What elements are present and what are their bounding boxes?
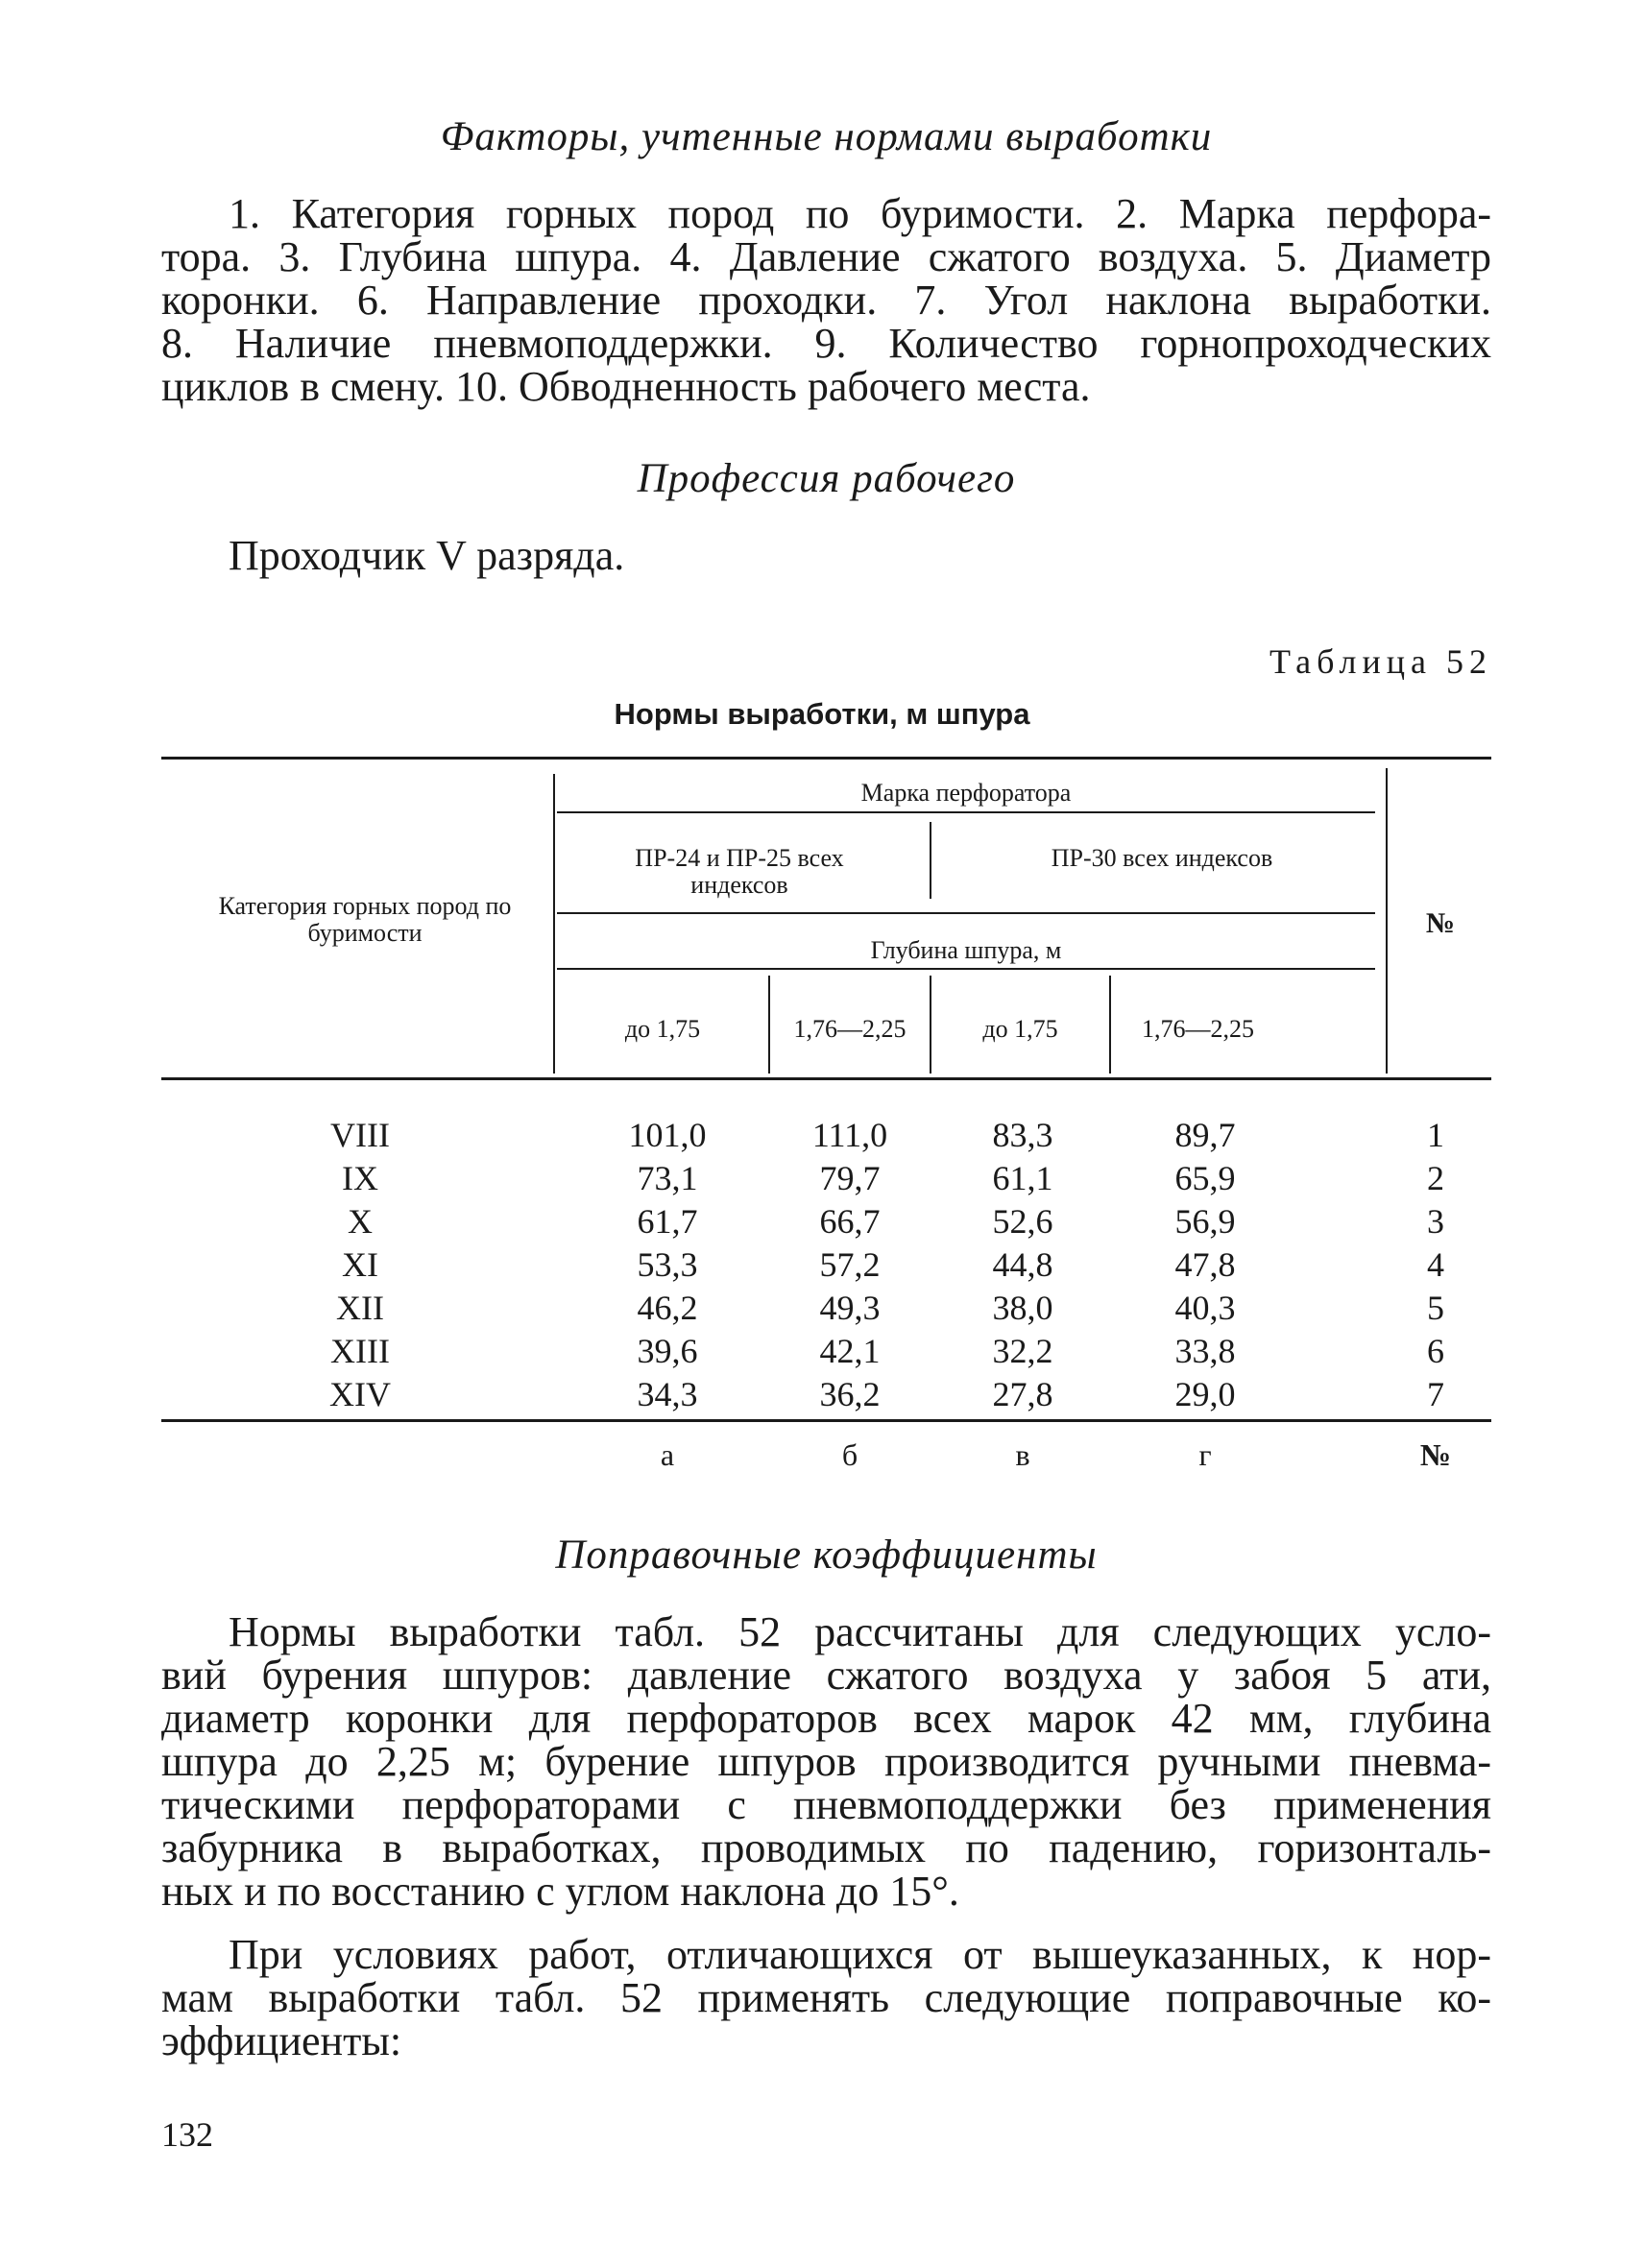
profession-heading: Профессия рабочего bbox=[637, 456, 1016, 501]
table-cell: XIII bbox=[330, 1332, 390, 1370]
table-cell: 61,1 bbox=[992, 1159, 1053, 1197]
table-cell: X bbox=[348, 1202, 373, 1241]
page-number: 132 bbox=[161, 2115, 213, 2154]
paragraph-line: 8. Наличие пневмоподдержки. 9. Количество горнопроходческих bbox=[161, 320, 1491, 367]
table-cell: 34,3 bbox=[637, 1375, 698, 1413]
paragraph-line: мам выработки табл. 52 применять следующие поправочные ко- bbox=[161, 1974, 1491, 2021]
factors-paragraph bbox=[161, 192, 1491, 408]
header-sub: до 1,75 bbox=[624, 1015, 701, 1043]
profession-value: Проходчик V разряда. bbox=[229, 532, 625, 579]
table-cell: 36,2 bbox=[819, 1375, 881, 1413]
column-num bbox=[1392, 1114, 1479, 1416]
table-cell: 56,9 bbox=[1174, 1202, 1236, 1241]
paragraph-line: тическими перфораторами с пневмоподдержки без применения bbox=[161, 1781, 1491, 1828]
header-divider bbox=[553, 774, 555, 1074]
table-cell: 3 bbox=[1427, 1202, 1444, 1241]
coefficients-paragraph-1 bbox=[161, 1610, 1491, 1913]
table-cell: XII bbox=[336, 1289, 384, 1327]
table-cell: 4 bbox=[1427, 1245, 1444, 1284]
header-category: Категория горных пород по буримости bbox=[218, 892, 512, 947]
header-divider bbox=[1109, 976, 1111, 1074]
header-group-pr24: ПР-24 и ПР-25 всех индексов bbox=[635, 844, 844, 899]
paragraph-line: забурника в выработках, проводимых по падению, горизонталь- bbox=[161, 1824, 1491, 1871]
table-cell: 61,7 bbox=[637, 1202, 698, 1241]
paragraph-line: ных и по восстанию с углом наклона до 15°. bbox=[161, 1868, 959, 1915]
header-group-pr30: ПР-30 всех индексов bbox=[1051, 844, 1273, 872]
table-bottom-rule bbox=[161, 1419, 1491, 1422]
coefficients-paragraph-2 bbox=[161, 1933, 1491, 2063]
header-divider bbox=[930, 976, 931, 1074]
footer-letter: б bbox=[841, 1437, 858, 1472]
table-label: Таблица 52 bbox=[1269, 642, 1492, 681]
table-cell: 40,3 bbox=[1174, 1289, 1236, 1327]
header-brand: Марка перфоратора bbox=[860, 779, 1072, 807]
table-cell: 89,7 bbox=[1174, 1116, 1236, 1154]
header-divider bbox=[557, 811, 1375, 813]
table-cell: XI bbox=[342, 1245, 378, 1284]
table-title: Нормы выработки, м шпура bbox=[614, 697, 1030, 731]
paragraph-line: 1. Категория горных пород по буримости. 2. Марка перфора- bbox=[229, 190, 1491, 237]
table-cell: IX bbox=[342, 1159, 378, 1197]
table-cell: 2 bbox=[1427, 1159, 1444, 1197]
table-cell: 6 bbox=[1427, 1332, 1444, 1370]
paragraph-line: вий бурения шпуров: давление сжатого воздуха у забоя 5 ати, bbox=[161, 1652, 1491, 1699]
table-cell: 101,0 bbox=[628, 1116, 707, 1154]
paragraph-line: эффициенты: bbox=[161, 2017, 402, 2064]
header-sub: 1,76—2,25 bbox=[1142, 1015, 1254, 1043]
table-cell: 38,0 bbox=[992, 1289, 1053, 1327]
column-a bbox=[595, 1114, 739, 1416]
table-cell: 27,8 bbox=[992, 1375, 1053, 1413]
factors-heading: Факторы, учтенные нормами выработки bbox=[440, 114, 1213, 159]
footer-letter: а bbox=[660, 1437, 675, 1472]
paragraph-line: диаметр коронки для перфораторов всех марок 42 мм, глубина bbox=[161, 1695, 1491, 1742]
table-cell: XIV bbox=[329, 1375, 391, 1413]
paragraph-line: шпура до 2,25 м; бурение шпуров производится ручными пневма- bbox=[161, 1738, 1491, 1785]
paragraph-line: тора. 3. Глубина шпура. 4. Давление сжатого воздуха. 5. Диаметр bbox=[161, 233, 1491, 280]
table-cell: 32,2 bbox=[992, 1332, 1053, 1370]
table-cell: 52,6 bbox=[992, 1202, 1053, 1241]
footer-letter: в bbox=[1015, 1437, 1030, 1472]
table-cell: 1 bbox=[1427, 1116, 1444, 1154]
header-divider bbox=[1386, 768, 1388, 1074]
paragraph-line: циклов в смену. 10. Обводненность рабочего места. bbox=[161, 363, 1091, 410]
table-cell: 39,6 bbox=[637, 1332, 698, 1370]
table-cell: 57,2 bbox=[819, 1245, 881, 1284]
table-cell: VIII bbox=[330, 1116, 390, 1154]
table-cell: 111,0 bbox=[811, 1116, 888, 1154]
table-cell: 46,2 bbox=[637, 1289, 698, 1327]
table-cell: 53,3 bbox=[637, 1245, 698, 1284]
paragraph-line: При условиях работ, отличающихся от вышеуказанных, к нор- bbox=[229, 1931, 1491, 1978]
column-category bbox=[288, 1114, 432, 1416]
table-cell: 65,9 bbox=[1174, 1159, 1236, 1197]
column-v bbox=[951, 1114, 1095, 1416]
column-g bbox=[1133, 1114, 1277, 1416]
profession-text bbox=[161, 534, 1491, 577]
paragraph-line: Нормы выработки табл. 52 рассчитаны для следующих усло- bbox=[229, 1608, 1491, 1655]
header-divider bbox=[557, 968, 1375, 970]
table-cell: 42,1 bbox=[819, 1332, 881, 1370]
header-divider bbox=[557, 912, 1375, 914]
table-cell: 66,7 bbox=[819, 1202, 881, 1241]
header-sub: 1,76—2,25 bbox=[793, 1015, 907, 1043]
footer-num: № bbox=[1419, 1437, 1452, 1472]
table-cell: 5 bbox=[1427, 1289, 1444, 1327]
column-b bbox=[778, 1114, 922, 1416]
paragraph-line: коронки. 6. Направление проходки. 7. Угол наклона выработки. bbox=[161, 277, 1491, 324]
header-divider bbox=[768, 976, 770, 1074]
table-cell: 79,7 bbox=[819, 1159, 881, 1197]
header-depth: Глубина шпура, м bbox=[870, 936, 1062, 964]
header-num: № bbox=[1425, 907, 1456, 939]
table-top-rule bbox=[161, 757, 1491, 760]
table-cell: 73,1 bbox=[637, 1159, 698, 1197]
table-header-rule bbox=[161, 1077, 1491, 1080]
footer-letter: г bbox=[1198, 1437, 1212, 1472]
table-cell: 49,3 bbox=[819, 1289, 881, 1327]
table-cell: 33,8 bbox=[1174, 1332, 1236, 1370]
coefficients-heading: Поправочные коэффициенты bbox=[555, 1532, 1098, 1578]
table-cell: 44,8 bbox=[992, 1245, 1053, 1284]
header-divider bbox=[930, 822, 931, 899]
table-cell: 7 bbox=[1427, 1375, 1444, 1413]
table-cell: 83,3 bbox=[992, 1116, 1053, 1154]
header-sub: до 1,75 bbox=[982, 1015, 1058, 1043]
table-cell: 47,8 bbox=[1174, 1245, 1236, 1284]
table-cell: 29,0 bbox=[1174, 1375, 1236, 1413]
